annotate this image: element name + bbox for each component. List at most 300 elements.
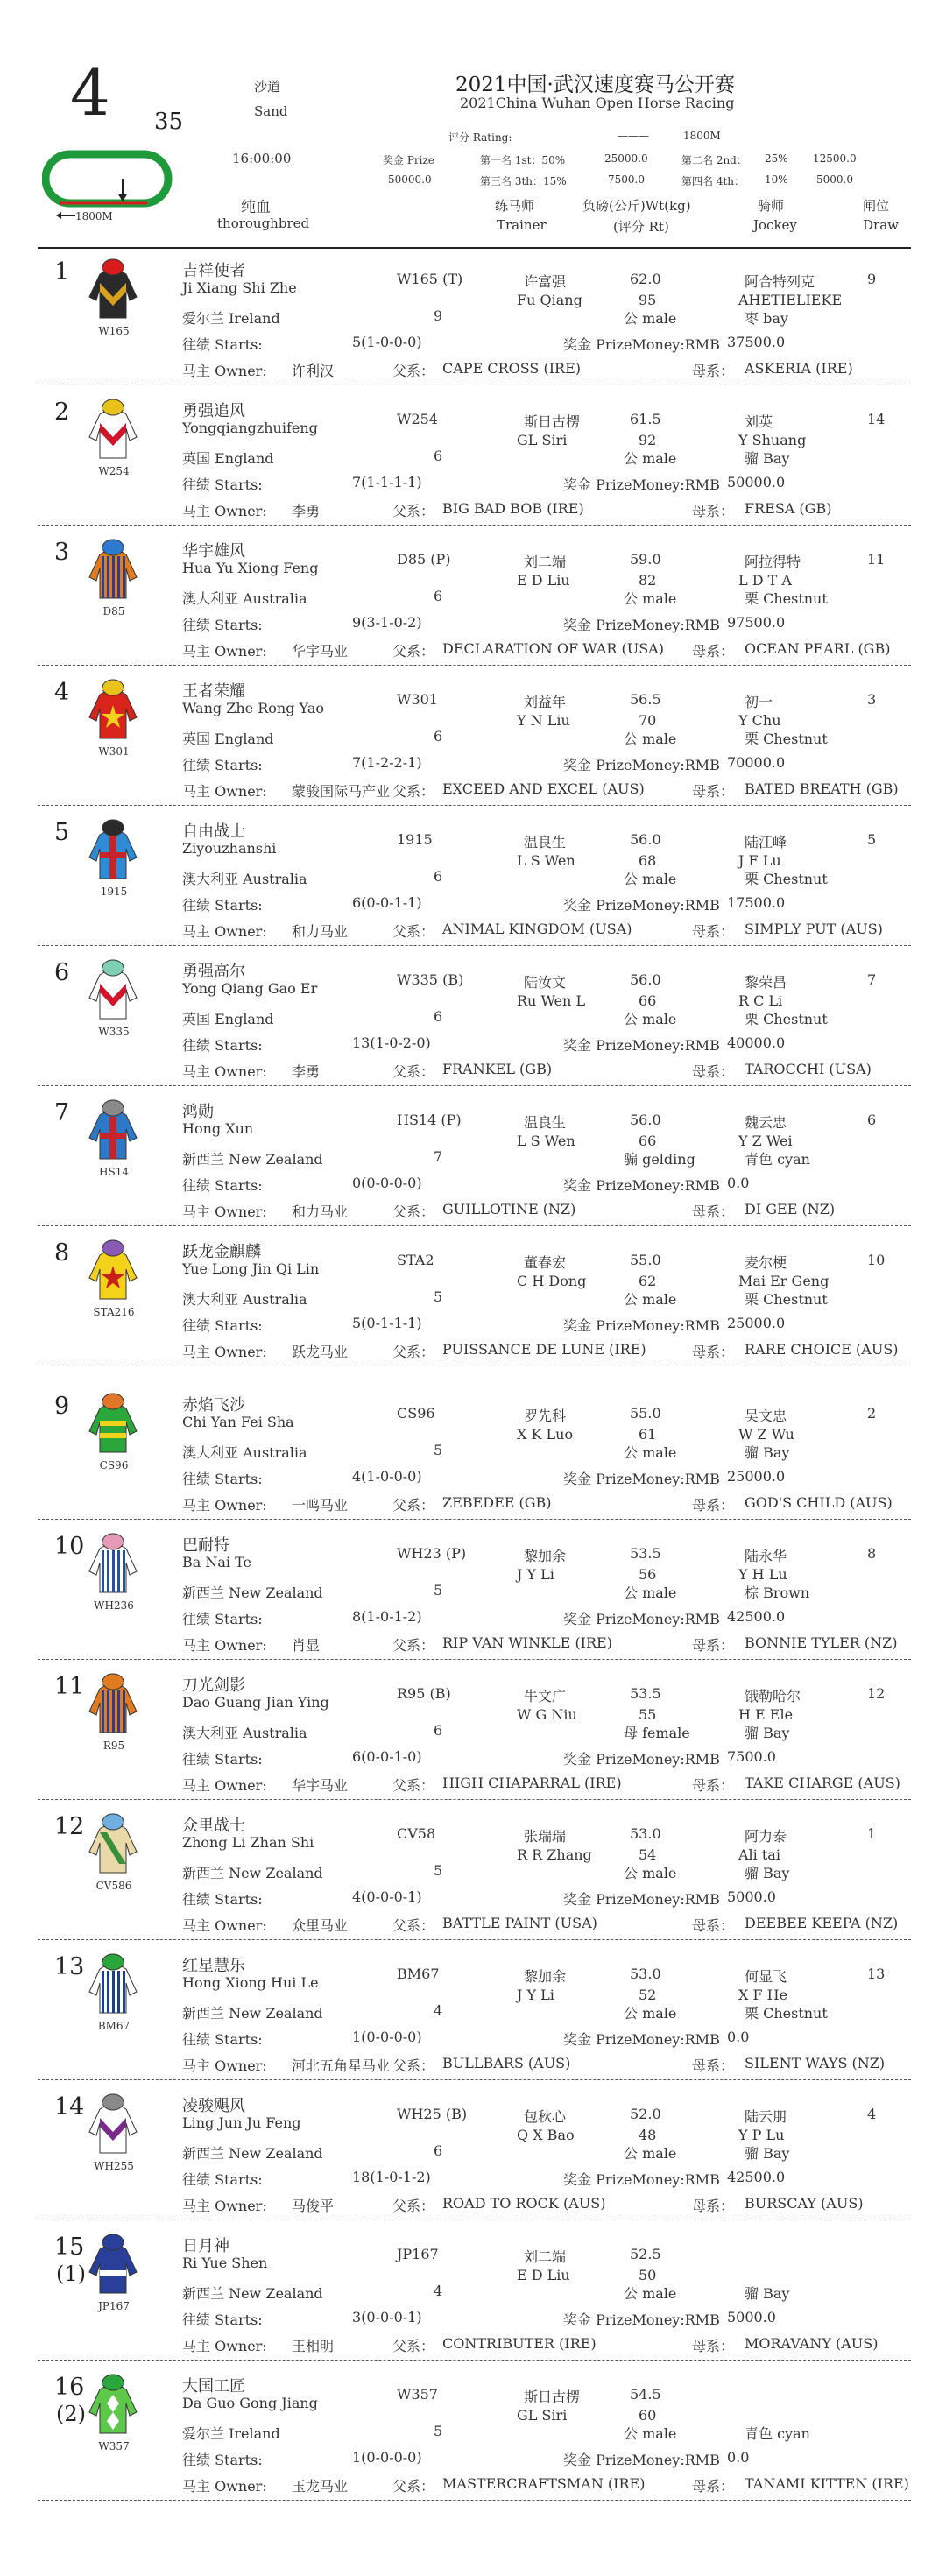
jockey-en: X F He [738, 1987, 788, 2003]
age: 6 [434, 1722, 443, 1739]
coat-color: 骝 Bay [745, 1444, 790, 1461]
starts-value: 4(1-0-0-0) [352, 1468, 422, 1485]
col-weight-en: (评分 Rt) [613, 219, 669, 235]
owner-label: 马主 Owner: [182, 2338, 267, 2354]
owner-label: 马主 Owner: [182, 783, 267, 800]
draw: 14 [867, 411, 886, 427]
jockey-cn: 黎荣昌 [745, 974, 787, 991]
prize-money-label: 奖金 PrizeMoney:RMB [563, 617, 720, 633]
prize-value: 42500.0 [727, 1608, 786, 1625]
prize-money-label: 奖金 PrizeMoney:RMB [563, 476, 720, 493]
trainer-en: Fu Qiang [517, 292, 582, 308]
draw: 13 [867, 1966, 886, 1982]
brand-code: HS14 (P) [397, 1112, 462, 1128]
dam-value: TAKE CHARGE (AUS) [745, 1775, 900, 1791]
horse-name-cn: 日月神 [182, 2237, 229, 2255]
starts-label: 往绩 Starts: [182, 617, 263, 633]
age: 5 [434, 1582, 443, 1599]
trainer-en: L S Wen [517, 1133, 575, 1149]
starts-value: 8(1-0-1-2) [352, 1608, 422, 1625]
owner-label: 马主 Owner: [182, 363, 267, 379]
horse-entry [0, 1946, 946, 2086]
horse-name-en: Hong Xun [182, 1120, 254, 1137]
trainer-en: J Y Li [517, 1566, 554, 1583]
owner-value: 蒙骏国际马产业 [292, 783, 391, 800]
jockey-cn: 何显飞 [745, 1968, 787, 1985]
entry-divider [38, 2360, 911, 2361]
draw: 10 [867, 1252, 886, 1268]
starts-value: 9(3-1-0-2) [352, 614, 422, 631]
dam-value: TANAMI KITTEN (IRE) [745, 2475, 909, 2492]
owner-value: 马俊平 [292, 2198, 335, 2214]
prize-value: 0.0 [727, 2029, 750, 2045]
third-prize-label: 第三名 3th：15% [480, 175, 567, 187]
owner-label: 马主 Owner: [182, 1344, 267, 1360]
jockey-silks-icon [86, 1391, 140, 1454]
draw: 4 [867, 2106, 877, 2122]
sire-label: 父系： [392, 1497, 435, 1514]
owner-label: 马主 Owner: [182, 1203, 267, 1220]
entry-divider [38, 2500, 911, 2501]
origin: 新西兰 New Zealand [182, 2145, 323, 2162]
sex: 公 male [624, 1584, 677, 1601]
col-weight-cn: 负磅(公斤)Wt(kg) [582, 198, 691, 214]
origin: 新西兰 New Zealand [182, 1151, 323, 1168]
silks-code: W357 [98, 2440, 130, 2452]
entry-sub-number: (1) [56, 2262, 86, 2286]
weight: 53.0 [630, 1966, 661, 1982]
weight: 55.0 [630, 1405, 661, 1422]
jockey-cn: 魏云忠 [745, 1114, 787, 1131]
coat-color: 青色 cyan [745, 1151, 810, 1168]
starts-label: 往绩 Starts: [182, 1611, 263, 1627]
sire-label: 父系： [392, 1063, 435, 1080]
owner-value: 许利汉 [292, 363, 335, 379]
starts-label: 往绩 Starts: [182, 1177, 263, 1194]
owner-value: 李勇 [292, 1063, 321, 1080]
rating: 56 [639, 1566, 657, 1583]
sex: 公 male [624, 1444, 677, 1461]
horse-entry [0, 1806, 946, 1946]
col-jockey-cn: 骑师 [758, 198, 785, 214]
starts-label: 往绩 Starts: [182, 1751, 263, 1768]
brand-code: W301 [397, 691, 438, 708]
horse-entry [0, 1232, 946, 1373]
dam-value: FRESA (GB) [745, 500, 832, 517]
sex: 公 male [624, 1011, 677, 1027]
owner-value: 众里马业 [292, 1917, 349, 1934]
silks-code: CV586 [95, 1880, 132, 1892]
entry-number: 16 [54, 2374, 85, 2401]
rating-value: ——— [618, 130, 649, 142]
dam-label: 母系： [692, 2057, 735, 2074]
horse-name-cn: 勇强追风 [182, 402, 245, 420]
starts-value: 0(0-0-0-0) [352, 1175, 422, 1191]
prize-value: 5000.0 [727, 2309, 776, 2325]
jockey-silks-icon [86, 1531, 140, 1594]
owner-value: 和力马业 [292, 1203, 349, 1220]
silks-code: W165 [98, 325, 130, 337]
horse-entry [0, 251, 946, 392]
origin: 澳大利亚 Australia [182, 1291, 307, 1308]
trainer-cn: 董春宏 [524, 1254, 567, 1271]
entry-number: 15 [54, 2234, 85, 2261]
horse-name-cn: 红星慧乐 [182, 1957, 245, 1975]
silks-code: W301 [98, 745, 130, 758]
prize-money-label: 奖金 PrizeMoney:RMB [563, 897, 720, 914]
sex: 公 male [624, 871, 677, 887]
origin: 英国 England [182, 450, 274, 467]
owner-label: 马主 Owner: [182, 1497, 267, 1514]
entry-number: 14 [54, 2093, 85, 2121]
starts-label: 往绩 Starts: [182, 1317, 263, 1334]
starts-value: 1(0-0-0-0) [352, 2029, 422, 2045]
owner-value: 肖显 [292, 1637, 321, 1654]
jockey-en: Y H Lu [738, 1566, 787, 1583]
dam-label: 母系： [692, 1777, 735, 1794]
dam-label: 母系： [692, 783, 735, 800]
age: 4 [434, 2002, 443, 2019]
sex: 公 male [624, 730, 677, 747]
draw: 8 [867, 1545, 877, 1562]
starts-label: 往绩 Starts: [182, 2452, 263, 2468]
age: 6 [434, 2142, 443, 2159]
jockey-en: L D T A [738, 572, 792, 589]
brand-code: D85 (P) [397, 551, 451, 568]
horse-name-en: Hong Xiong Hui Le [182, 1974, 319, 1991]
jockey-silks-icon [86, 257, 140, 320]
jockey-cn: 阿力泰 [745, 1828, 787, 1845]
first-prize-amount: 25000.0 [604, 152, 648, 165]
sire-value: BIG BAD BOB (IRE) [442, 500, 584, 517]
surface-cn: 沙道 [254, 79, 281, 95]
trainer-en: W G Niu [517, 1706, 577, 1723]
draw: 7 [867, 971, 877, 988]
entry-number: 8 [54, 1239, 70, 1267]
sire-value: MASTERCRAFTSMAN (IRE) [442, 2475, 646, 2492]
prize-money-label: 奖金 PrizeMoney:RMB [563, 1177, 720, 1194]
trainer-cn: 温良生 [524, 1114, 567, 1131]
jockey-silks-icon [86, 1671, 140, 1734]
sire-value: GUILLOTINE (NZ) [442, 1201, 576, 1217]
starts-value: 13(1-0-2-0) [352, 1034, 431, 1051]
prize-value: 5000.0 [727, 1888, 776, 1905]
horse-entry [0, 1666, 946, 1806]
starts-value: 5(1-0-0-0) [352, 334, 422, 350]
weight: 59.0 [630, 551, 661, 568]
prize-value: 70000.0 [727, 754, 786, 771]
silks-code: WH255 [94, 2160, 134, 2172]
owner-value: 李勇 [292, 503, 321, 519]
starts-value: 6(0-0-1-0) [352, 1748, 422, 1765]
trainer-cn: 包秋心 [524, 2108, 567, 2125]
entry-number: 11 [54, 1673, 85, 1700]
horse-entry [0, 2086, 946, 2227]
weight: 53.5 [630, 1685, 661, 1702]
brand-code: JP167 [397, 2246, 439, 2262]
owner-value: 玉龙马业 [292, 2478, 349, 2495]
weight: 56.0 [630, 971, 661, 988]
dam-value: BURSCAY (AUS) [745, 2195, 864, 2212]
third-prize-amount: 7500.0 [608, 173, 645, 186]
weight: 52.5 [630, 2246, 661, 2262]
col-jockey-en: Jockey [753, 217, 797, 233]
trainer-cn: 许富强 [524, 273, 567, 290]
age: 5 [434, 1442, 443, 1458]
origin: 澳大利亚 Australia [182, 871, 307, 887]
rating: 92 [639, 432, 657, 448]
age: 6 [434, 728, 443, 745]
horse-entry [0, 532, 946, 672]
trainer-en: E D Liu [517, 2267, 570, 2283]
weight: 62.0 [630, 271, 661, 287]
dam-label: 母系： [692, 2478, 735, 2495]
trainer-en: X K Luo [517, 1426, 574, 1443]
horse-name-en: Ri Yue Shen [182, 2255, 268, 2271]
silks-code: BM67 [97, 2020, 131, 2032]
silks-code: D85 [102, 605, 125, 618]
draw: 9 [867, 271, 877, 287]
entry-divider [38, 805, 911, 806]
prize-value: 37500.0 [727, 334, 786, 350]
trainer-cn: 罗先科 [524, 1408, 567, 1424]
horse-name-en: Ji Xiang Shi Zhe [182, 279, 297, 296]
owner-value: 华宇马业 [292, 1777, 349, 1794]
dam-value: ASKERIA (IRE) [745, 360, 853, 377]
prize-value: 0.0 [727, 1175, 750, 1191]
starts-label: 往绩 Starts: [182, 476, 263, 493]
prize-money-label: 奖金 PrizeMoney:RMB [563, 1891, 720, 1908]
coat-color: 栗 Chestnut [745, 1291, 828, 1308]
horse-entry [0, 1386, 946, 1526]
sire-label: 父系： [392, 783, 435, 800]
prize-value: 17500.0 [727, 894, 786, 911]
sex: 公 male [624, 2425, 677, 2442]
sire-label: 父系： [392, 2478, 435, 2495]
sire-value: ZEBEDEE (GB) [442, 1494, 552, 1511]
horse-name-en: Chi Yan Fei Sha [182, 1414, 294, 1430]
jockey-silks-icon [86, 2232, 140, 2295]
sex: 公 male [624, 450, 677, 467]
dam-label: 母系： [692, 1203, 735, 1220]
sex: 公 male [624, 1291, 677, 1308]
weight: 54.5 [630, 2386, 661, 2403]
owner-label: 马主 Owner: [182, 2478, 267, 2495]
entry-number: 10 [54, 1533, 85, 1560]
trainer-en: E D Liu [517, 572, 570, 589]
jockey-cn: 阿合特列克 [745, 273, 815, 290]
trainer-cn: 张瑞瑞 [524, 1828, 567, 1845]
jockey-silks-icon [86, 397, 140, 460]
race-time: 16:00:00 [232, 151, 292, 166]
dam-value: MORAVANY (AUS) [745, 2335, 879, 2352]
trainer-en: R R Zhang [517, 1846, 592, 1863]
jockey-en: Ali tai [738, 1846, 780, 1863]
draw: 2 [867, 1405, 877, 1422]
trainer-en: L S Wen [517, 852, 575, 869]
entry-divider [38, 1939, 911, 1940]
rating: 52 [639, 1987, 657, 2003]
silks-code: W335 [98, 1026, 130, 1038]
race-subtitle: 2021China Wuhan Open Horse Racing [460, 95, 735, 111]
race-distance: 1800M [683, 130, 721, 142]
origin: 新西兰 New Zealand [182, 2285, 323, 2302]
fourth-prize-label: 第四名 4th： [681, 175, 745, 187]
origin: 新西兰 New Zealand [182, 1865, 323, 1881]
owner-value: 王相明 [292, 2338, 335, 2354]
prize-value: 50000.0 [727, 474, 786, 490]
dam-label: 母系： [692, 363, 735, 379]
rating: 82 [639, 572, 657, 589]
prize-money-label: 奖金 PrizeMoney:RMB [563, 2171, 720, 2188]
dam-label: 母系： [692, 1497, 735, 1514]
dam-value: SILENT WAYS (NZ) [745, 2055, 886, 2071]
coat-color: 栗 Chestnut [745, 590, 828, 607]
sire-value: PUISSANCE DE LUNE (IRE) [442, 1341, 646, 1358]
jockey-silks-icon [86, 677, 140, 740]
horse-entry [0, 1526, 946, 1666]
second-prize-amount: 12500.0 [813, 152, 857, 165]
entry-divider [38, 945, 911, 946]
entry-divider [38, 1519, 911, 1520]
age: 7 [434, 1148, 443, 1165]
sex: 骟 gelding [624, 1151, 695, 1168]
origin: 新西兰 New Zealand [182, 1584, 323, 1601]
rating: 66 [639, 1133, 657, 1149]
entry-divider [38, 665, 911, 666]
brand-code: W254 [397, 411, 438, 427]
jockey-silks-icon [86, 537, 140, 600]
breed-cn: 纯血 [241, 199, 271, 216]
entry-divider [38, 525, 911, 526]
prize-money-label: 奖金 PrizeMoney:RMB [563, 2452, 720, 2468]
sire-label: 父系： [392, 1637, 435, 1654]
starts-label: 往绩 Starts: [182, 897, 263, 914]
rating: 50 [639, 2267, 657, 2283]
brand-code: W357 [397, 2386, 438, 2403]
silks-code: HS14 [99, 1166, 129, 1178]
dam-value: BONNIE TYLER (NZ) [745, 1634, 898, 1651]
jockey-en: H E Ele [738, 1706, 794, 1723]
coat-color: 骝 Bay [745, 2145, 790, 2162]
jockey-cn: 陆云朋 [745, 2108, 787, 2125]
owner-value: 跃龙马业 [292, 1344, 349, 1360]
prize-money-label: 奖金 PrizeMoney:RMB [563, 757, 720, 773]
age: 5 [434, 1862, 443, 1879]
horse-name-cn: 众里战士 [182, 1817, 245, 1835]
draw: 1 [867, 1825, 877, 1842]
trainer-en: GL Siri [517, 2407, 568, 2424]
rating: 55 [639, 1706, 657, 1723]
sex: 公 male [624, 2285, 677, 2302]
prize-value: 0.0 [727, 2449, 750, 2466]
rating: 60 [639, 2407, 657, 2424]
coat-color: 栗 Chestnut [745, 1011, 828, 1027]
sire-value: RIP VAN WINKLE (IRE) [442, 1634, 612, 1651]
draw: 11 [867, 551, 886, 568]
coat-color: 棕 Brown [745, 1584, 810, 1601]
sire-label: 父系： [392, 1777, 435, 1794]
horse-name-en: Dao Guang Jian Ying [182, 1694, 329, 1711]
horse-name-en: Zhong Li Zhan Shi [182, 1834, 314, 1851]
age: 6 [434, 588, 443, 604]
draw: 5 [867, 831, 877, 848]
horse-name-cn: 巴耐特 [182, 1536, 229, 1555]
age: 9 [434, 307, 443, 324]
brand-code: WH25 (B) [397, 2106, 468, 2122]
sire-label: 父系： [392, 363, 435, 379]
horse-name-cn: 大国工匠 [182, 2377, 245, 2396]
weight: 53.5 [630, 1545, 661, 1562]
horse-name-cn: 华宇雄风 [182, 542, 245, 561]
sire-value: FRANKEL (GB) [442, 1061, 553, 1077]
brand-code: 1915 [397, 831, 433, 848]
sire-label: 父系： [392, 2198, 435, 2214]
brand-code: W165 (T) [397, 271, 463, 287]
brand-code: CV58 [397, 1825, 436, 1842]
entry-number: 12 [54, 1813, 85, 1840]
col-draw-cn: 闸位 [863, 198, 890, 214]
dam-value: TAROCCHI (USA) [745, 1061, 872, 1077]
silks-code: 1915 [100, 886, 128, 898]
sire-value: BATTLE PAINT (USA) [442, 1915, 597, 1931]
starts-value: 1(0-0-0-0) [352, 2449, 422, 2466]
race-header [0, 0, 946, 250]
sire-value: EXCEED AND EXCEL (AUS) [442, 780, 645, 797]
runner-count: 35 [154, 109, 184, 135]
sire-value: DECLARATION OF WAR (USA) [442, 640, 664, 657]
entry-number: 1 [54, 258, 70, 286]
breed-en: thoroughbred [217, 215, 310, 231]
origin: 澳大利亚 Australia [182, 590, 307, 607]
origin: 爱尔兰 Ireland [182, 310, 280, 327]
sex: 公 male [624, 2005, 677, 2022]
horse-name-cn: 刀光剑影 [182, 1676, 245, 1695]
trainer-cn: 牛文广 [524, 1688, 567, 1704]
fourth-prize-amount: 5000.0 [816, 173, 853, 186]
starts-label: 往绩 Starts: [182, 2031, 263, 2048]
jockey-cn: 陆江峰 [745, 834, 787, 850]
origin: 澳大利亚 Australia [182, 1725, 307, 1741]
jockey-silks-icon [86, 1238, 140, 1301]
dam-value: BATED BREATH (GB) [745, 780, 899, 797]
trainer-cn: 黎加余 [524, 1968, 567, 1985]
owner-value: 和力马业 [292, 923, 349, 940]
prize-money-label: 奖金 PrizeMoney:RMB [563, 2031, 720, 2048]
weight: 61.5 [630, 411, 661, 427]
prize-value: 25000.0 [727, 1468, 786, 1485]
horse-name-cn: 自由战士 [182, 822, 245, 841]
entry-divider [38, 1799, 911, 1800]
horse-name-en: Yongqiangzhuifeng [182, 420, 318, 436]
horse-name-cn: 鸿勋 [182, 1103, 214, 1121]
prize-money-label: 奖金 PrizeMoney:RMB [563, 1317, 720, 1334]
brand-code: R95 (B) [397, 1685, 451, 1702]
owner-label: 马主 Owner: [182, 1917, 267, 1934]
entry-sub-number: (2) [56, 2402, 86, 2426]
distance-marker: 1800M [75, 210, 113, 222]
sire-label: 父系： [392, 503, 435, 519]
dam-label: 母系： [692, 923, 735, 940]
horse-entry [0, 2227, 946, 2367]
horse-name-cn: 勇强高尔 [182, 963, 245, 981]
weight: 52.0 [630, 2106, 661, 2122]
dam-value: OCEAN PEARL (GB) [745, 640, 891, 657]
origin: 爱尔兰 Ireland [182, 2425, 280, 2442]
prize-value: 7500.0 [727, 1748, 776, 1765]
trainer-cn: 斯日古楞 [524, 413, 581, 430]
entry-number: 7 [54, 1099, 70, 1126]
